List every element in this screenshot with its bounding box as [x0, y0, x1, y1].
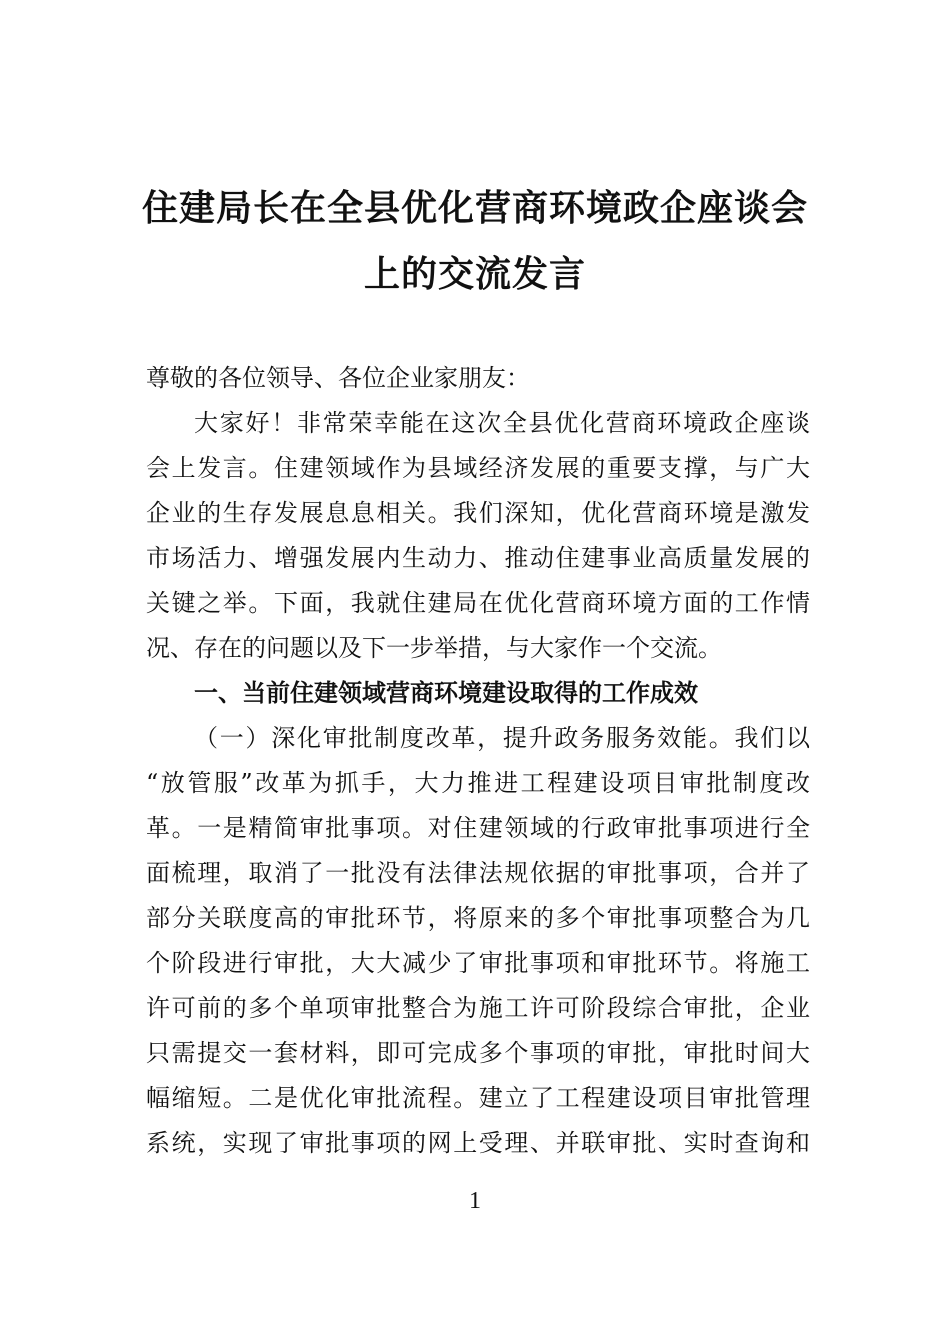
body-line: （一）深化审批制度改革，提升政务服务效能。我们以: [194, 724, 810, 752]
body-line: 许可前的多个单项审批整合为施工许可阶段综合审批，企业: [146, 994, 810, 1022]
body-line: 部分关联度高的审批环节，将原来的多个审批事项整合为几: [146, 904, 810, 932]
body-line: “放管服”改革为抓手，大力推进工程建设项目审批制度改: [146, 769, 810, 797]
document-title-line-1: 住建局长在全县优化营商环境政企座谈会: [141, 187, 808, 229]
body-line: 市场活力、增强发展内生动力、推动住建事业高质量发展的: [146, 544, 810, 572]
body-line: 个阶段进行审批，大大减少了审批事项和审批环节。将施工: [146, 949, 810, 977]
body-line: 况、存在的问题以及下一步举措，与大家作一个交流。: [146, 634, 722, 662]
salutation: 尊敬的各位领导、各位企业家朋友：: [146, 364, 530, 392]
body-line: 系统，实现了审批事项的网上受理、并联审批、实时查询和: [146, 1129, 810, 1157]
body-line: 大家好！非常荣幸能在这次全县优化营商环境政企座谈: [194, 409, 810, 437]
body-line: 面梳理，取消了一批没有法律法规依据的审批事项，合并了: [146, 859, 810, 887]
document-title-line-2: 上的交流发言: [363, 253, 586, 295]
body-line: 企业的生存发展息息相关。我们深知，优化营商环境是激发: [146, 499, 810, 527]
body-line: 会上发言。住建领域作为县域经济发展的重要支撑，与广大: [146, 454, 810, 482]
page-number: 1: [469, 1188, 481, 1214]
section-heading: 一、当前住建领域营商环境建设取得的工作成效: [194, 679, 698, 707]
body-line: 只需提交一套材料，即可完成多个事项的审批，审批时间大: [146, 1039, 810, 1067]
body-line: 幅缩短。二是优化审批流程。建立了工程建设项目审批管理: [146, 1084, 810, 1112]
body-line: 革。一是精简审批事项。对住建领域的行政审批事项进行全: [146, 814, 810, 842]
body-line: 关键之举。下面，我就住建局在优化营商环境方面的工作情: [146, 589, 810, 617]
